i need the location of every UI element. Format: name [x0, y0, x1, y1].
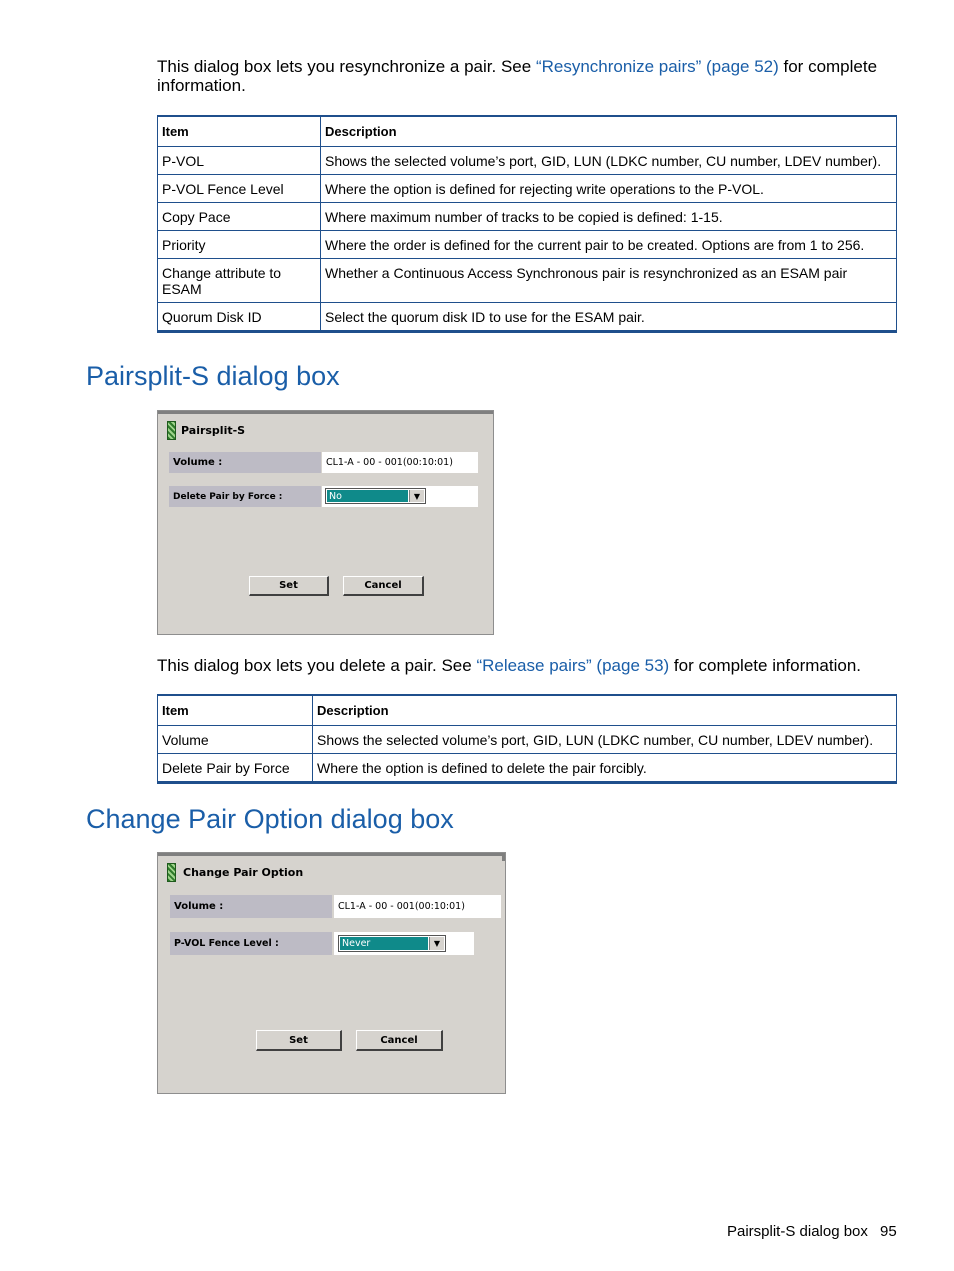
- description-cell: Where the option is defined to delete the pair forcibly.: [313, 754, 897, 783]
- dialog-status-icon: [167, 421, 176, 440]
- dialog-title: Pairsplit-S: [181, 424, 246, 437]
- column-header-description: Description: [321, 116, 897, 147]
- resync-options-table: [157, 115, 897, 333]
- description-cell: Shows the selected volume’s port, GID, LUN (LDKC number, CU number, LDEV number).: [313, 726, 897, 754]
- table-row: [158, 726, 897, 754]
- dialog-top-edge: [158, 853, 505, 856]
- intro-text: This dialog box lets you delete a pair. See: [157, 656, 477, 675]
- item-cell: Delete Pair by Force: [158, 754, 313, 783]
- table-row: [158, 231, 897, 259]
- release-pairs-link[interactable]: “Release pairs” (page 53): [476, 656, 670, 675]
- cancel-button[interactable]: Cancel: [343, 576, 424, 596]
- item-cell: Quorum Disk ID: [158, 303, 321, 332]
- item-cell: P-VOL: [158, 147, 321, 175]
- intro-paragraph-delete: [157, 656, 892, 675]
- table-row: [158, 303, 897, 332]
- select-current-value: No: [327, 490, 408, 502]
- pairsplit-options-table: [157, 694, 897, 784]
- table-row: [158, 203, 897, 231]
- column-header-item: Item: [158, 116, 321, 147]
- set-button[interactable]: Set: [249, 576, 329, 596]
- intro-text: This dialog box lets you resynchronize a pair. See: [157, 57, 536, 76]
- volume-value: CL1-A - 00 - 001(00:10:01): [334, 895, 501, 918]
- change-pair-option-dialog-screenshot: [157, 852, 506, 1094]
- chevron-down-icon[interactable]: ▼: [429, 937, 444, 950]
- table-row: [158, 147, 897, 175]
- item-cell: Priority: [158, 231, 321, 259]
- column-header-description: Description: [313, 695, 897, 726]
- dialog-top-edge: [158, 411, 493, 414]
- pairsplit-s-dialog-screenshot: [157, 410, 494, 635]
- volume-label: Volume :: [170, 895, 332, 918]
- p-vol-fence-level-label: P-VOL Fence Level :: [170, 932, 332, 955]
- p-vol-fence-level-select[interactable]: [338, 935, 446, 952]
- column-header-item: Item: [158, 695, 313, 726]
- delete-pair-by-force-label: Delete Pair by Force :: [169, 486, 321, 507]
- volume-label: Volume :: [169, 452, 321, 473]
- description-cell: Where maximum number of tracks to be copied is defined: 1-15.: [321, 203, 897, 231]
- delete-pair-by-force-select[interactable]: [325, 488, 426, 504]
- page-number: 95: [880, 1223, 897, 1240]
- table-row: [158, 175, 897, 203]
- cancel-button[interactable]: Cancel: [356, 1030, 443, 1051]
- table-header-row: [158, 116, 897, 147]
- item-cell: P-VOL Fence Level: [158, 175, 321, 203]
- set-button[interactable]: Set: [256, 1030, 342, 1051]
- dialog-title: Change Pair Option: [183, 866, 304, 879]
- resynchronize-pairs-link[interactable]: “Resynchronize pairs” (page 52): [535, 57, 779, 76]
- volume-value: CL1-A - 00 - 001(00:10:01): [322, 452, 478, 473]
- section-heading-change-pair-option: Change Pair Option dialog box: [86, 804, 454, 834]
- description-cell: Shows the selected volume’s port, GID, LUN (LDKC number, CU number, LDEV number).: [321, 147, 897, 175]
- description-cell: Whether a Continuous Access Synchronous pair is resynchronized as an ESAM pair: [321, 259, 897, 303]
- intro-paragraph-resync: [157, 57, 892, 95]
- description-cell: Select the quorum disk ID to use for the ESAM pair.: [321, 303, 897, 332]
- table-row: [158, 259, 897, 303]
- item-cell: Copy Pace: [158, 203, 321, 231]
- dialog-status-icon: [167, 863, 176, 882]
- table-header-row: [158, 695, 897, 726]
- table-row: [158, 754, 897, 783]
- footer-section-name: Pairsplit-S dialog box: [727, 1223, 868, 1240]
- dialog-corner-edge: [502, 853, 505, 861]
- description-cell: Where the option is defined for rejecting write operations to the P-VOL.: [321, 175, 897, 203]
- intro-text-end: for complete information.: [157, 57, 878, 95]
- item-cell: Change attribute to ESAM: [158, 259, 321, 303]
- description-cell: Where the order is defined for the current pair to be created. Options are from 1 to 256.: [321, 231, 897, 259]
- intro-text-end: for complete information.: [669, 656, 862, 675]
- item-cell: Volume: [158, 726, 313, 754]
- select-current-value: Never: [340, 937, 428, 950]
- chevron-down-icon[interactable]: ▼: [409, 490, 424, 502]
- section-heading-pairsplit-s: Pairsplit-S dialog box: [86, 361, 340, 391]
